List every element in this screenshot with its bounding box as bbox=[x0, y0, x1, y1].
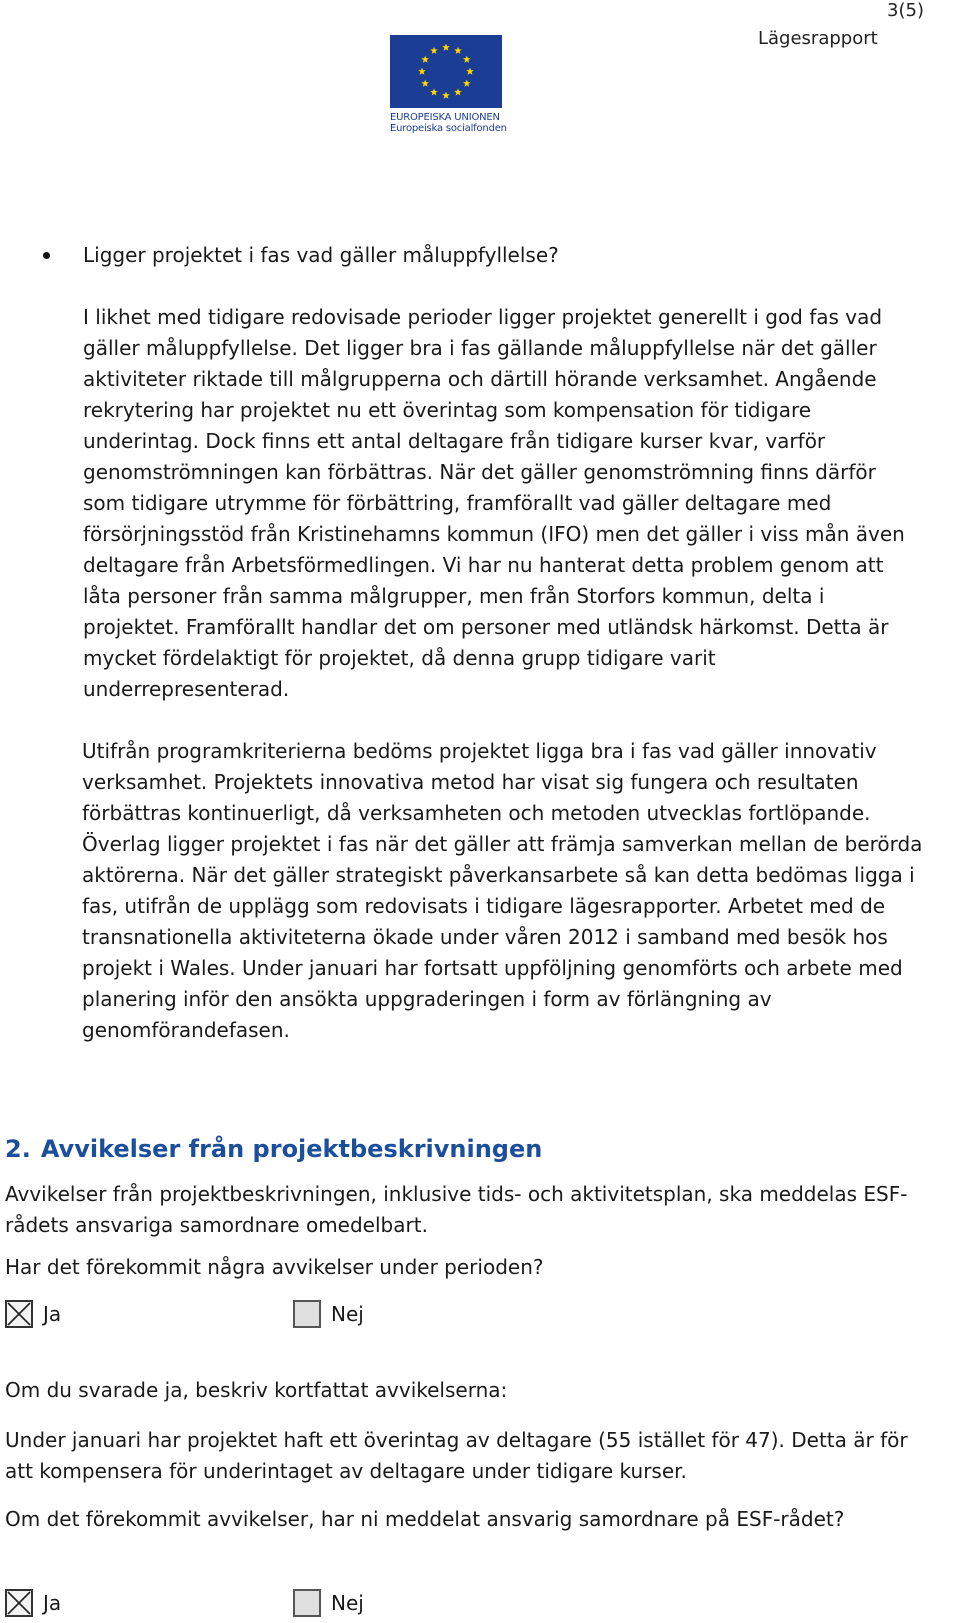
eu-star-icon bbox=[442, 92, 450, 99]
eu-star-icon bbox=[430, 88, 438, 95]
checkbox-yes-label: Ja bbox=[43, 1302, 62, 1326]
section-heading bbox=[5, 1135, 542, 1163]
checkbox-no-deviations[interactable] bbox=[293, 1300, 321, 1328]
eu-star-icon bbox=[421, 80, 429, 87]
section-title: Avvikelser från projektbeskrivningen bbox=[40, 1135, 543, 1163]
checkbox-no-notified[interactable] bbox=[293, 1589, 321, 1617]
checkbox-no-label: Nej bbox=[331, 1591, 364, 1615]
section-intro: Avvikelser från projektbeskrivningen, inklusive tids- och aktivitetsplan, ska meddelas ESF-rådets ansvariga samordnare omedelbart. bbox=[5, 1182, 908, 1237]
eu-star-icon bbox=[463, 56, 471, 63]
checked-x-icon bbox=[7, 1302, 31, 1326]
section-number: 2. bbox=[5, 1135, 31, 1163]
eu-flag-icon bbox=[390, 35, 502, 108]
paragraph-goal-fulfilment: I likhet med tidigare redovisade perioder ligger projektet generellt i god fas vad gäller måluppfyllelse. Det ligger bra i fas gällande måluppfyllelse när det gäller aktiviteter riktade till målgrupperna och därtill hörande verksamhet. Angående rekrytering har projektet nu ett överintag som kompensation för tidigare underintag. Dock finns ett antal deltagare från tidigare kurser kvar, varför genomströmningen kan förbättras. När det gäller genomströmning finns därför som tidigare utrymme för förbättring, framförallt vad gäller deltagare med försörjningsstöd från Kristinehamns kommun (IFO) men det gäller i viss mån även deltagare från Arbetsförmedlingen. Vi har nu hanterat detta problem genom att låta personer från samma målgrupper, men från Storfors kommun, delta i projektet. Framförallt handlar det om personer med utländsk härkomst. Detta är mycket fördelaktigt för projektet, då denna grupp tidigare varit underrepresenterad. bbox=[83, 305, 905, 701]
document-title: Lägesrapport bbox=[758, 28, 878, 49]
checkbox-yes-notified[interactable] bbox=[5, 1589, 33, 1617]
eu-star-icon bbox=[463, 80, 471, 87]
logo-line2: Europeiska socialfonden bbox=[390, 123, 507, 134]
checkbox-yes-deviations[interactable] bbox=[5, 1300, 33, 1328]
eu-star-icon bbox=[418, 68, 426, 75]
eu-star-icon bbox=[454, 88, 462, 95]
paragraph-innovation: Utifrån programkriterierna bedöms projektet ligga bra i fas vad gäller innovativ verksamhet. Projektets innovativa metod har visat sig fungera och resultaten förbättras kontinuerligt, då verksamheten och metoden utvecklas fortlöpande. Överlag ligger projektet i fas när det gäller att främja samverkan mellan de berörda aktörerna. När det gäller strategiskt påverkansarbete så kan detta bedömas ligga i fas, utifrån de upplägg som redovisats i tidigare lägesrapporter. Arbetet med de transnationella aktiviteterna ökade under våren 2012 i samband med besök hos projekt i Wales. Under januari har fortsatt uppföljning genomförts och arbete med planering inför den ansökta uppgraderingen i form av förlängning av genomförandefasen. bbox=[82, 739, 923, 1042]
logo-line1: EUROPEISKA UNIONEN bbox=[390, 112, 500, 123]
page-number: 3(5) bbox=[887, 0, 924, 21]
question-notified: Om det förekommit avvikelser, har ni meddelat ansvarig samordnare på ESF-rådet? bbox=[5, 1507, 845, 1531]
checkbox-no-label: Nej bbox=[331, 1302, 364, 1326]
question-describe: Om du svarade ja, beskriv kortfattat avvikelserna: bbox=[5, 1378, 508, 1402]
bullet-question: Ligger projektet i fas vad gäller måluppfyllelse? bbox=[83, 243, 559, 267]
bullet-icon bbox=[43, 252, 50, 259]
eu-star-icon bbox=[454, 47, 462, 54]
eu-logo bbox=[390, 35, 507, 134]
eu-star-icon bbox=[442, 44, 450, 51]
deviation-description: Under januari har projektet haft ett överintag av deltagare (55 istället för 47). Detta är för att kompensera för underintaget av deltagare under tidigare kurser. bbox=[5, 1428, 908, 1483]
question-deviations: Har det förekommit några avvikelser under perioden? bbox=[5, 1255, 544, 1279]
eu-star-icon bbox=[421, 56, 429, 63]
eu-star-icon bbox=[466, 68, 474, 75]
checkbox-yes-label: Ja bbox=[43, 1591, 62, 1615]
eu-star-icon bbox=[430, 47, 438, 54]
checked-x-icon bbox=[7, 1591, 31, 1615]
